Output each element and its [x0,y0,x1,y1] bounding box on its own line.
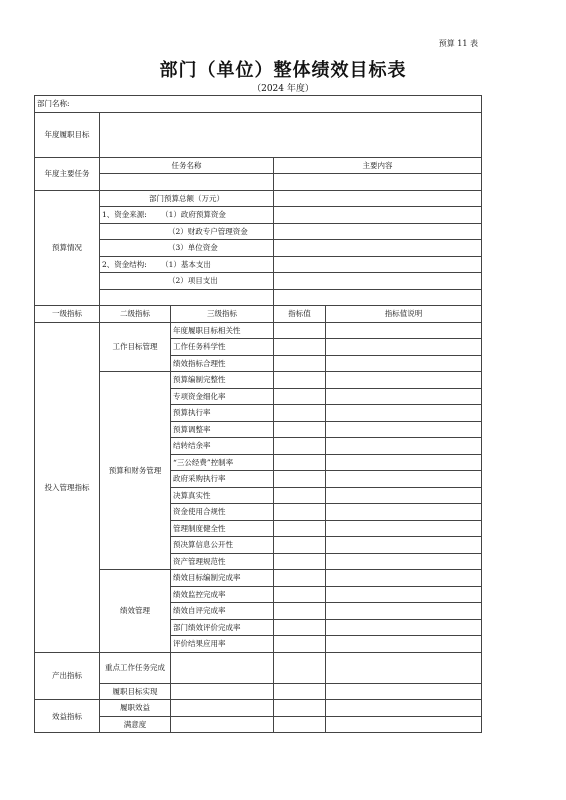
level1-input: 投入管理指标 [35,322,100,652]
level3-cell[interactable] [171,683,274,700]
note-cell[interactable] [326,454,482,471]
funding-source-label [100,207,274,224]
value-cell[interactable] [274,355,326,372]
dept-name-label: 部门名称: [35,96,482,113]
level3-item: 预决算信息公开性 [171,537,274,554]
indicator-row [35,570,482,587]
funding-structure-row [35,273,482,290]
value-cell[interactable] [274,388,326,405]
output-row [35,652,482,683]
header-value: 指标值 [274,306,326,323]
main-task-header-row [35,157,482,174]
level1-benefit: 效益指标 [35,700,100,733]
main-content-cell[interactable] [274,174,482,191]
output-row [35,683,482,700]
note-cell[interactable] [326,636,482,653]
value-cell[interactable] [274,700,326,717]
value-cell[interactable] [274,537,326,554]
funding-source-row [35,240,482,257]
output-item: 履职目标实现 [100,683,171,700]
task-name-cell[interactable] [100,174,274,191]
funding-structure-label [100,256,274,273]
value-cell[interactable] [274,421,326,438]
value-cell[interactable] [274,683,326,700]
level3-item: 管理制度健全性 [171,520,274,537]
note-cell[interactable] [326,438,482,455]
note-cell[interactable] [326,339,482,356]
budget-total-cell[interactable] [274,190,482,207]
note-cell[interactable] [326,372,482,389]
note-cell[interactable] [326,322,482,339]
level3-item: 资金使用合规性 [171,504,274,521]
budget-total-label: 部门预算总额（万元） [100,190,274,207]
funding-source-cell[interactable] [274,207,482,224]
note-cell[interactable] [326,520,482,537]
value-cell[interactable] [274,570,326,587]
level3-item: 专项资金细化率 [171,388,274,405]
note-cell[interactable] [326,716,482,733]
main-content-header: 主要内容 [274,157,482,174]
budget-blank-cell [100,289,274,306]
level3-item: “三公经费”控制率 [171,454,274,471]
indicator-row [35,372,482,389]
funding-structure-item: （2）项目支出 [100,273,274,290]
level3-item: 结转结余率 [171,438,274,455]
level3-item: 绩效监控完成率 [171,586,274,603]
funding-source-item: （3）单位资金 [100,240,274,257]
budget-total-row [35,190,482,207]
benefit-item: 履职效益 [100,700,171,717]
value-cell[interactable] [274,636,326,653]
value-cell[interactable] [274,553,326,570]
value-cell[interactable] [274,372,326,389]
level2-work-goal: 工作目标管理 [100,322,171,372]
header-value-note: 指标值说明 [326,306,482,323]
value-cell[interactable] [274,652,326,683]
level3-item: 资产管理规范性 [171,553,274,570]
note-cell[interactable] [326,537,482,554]
funding-source-cell[interactable] [274,240,482,257]
dept-row [35,96,482,113]
funding-structure-cell[interactable] [274,256,482,273]
value-cell[interactable] [274,454,326,471]
level3-cell[interactable] [171,716,274,733]
note-cell[interactable] [326,388,482,405]
level3-item: 决算真实性 [171,487,274,504]
value-cell[interactable] [274,405,326,422]
performance-goal-table [34,95,482,733]
budget-blank-value[interactable] [274,289,482,306]
value-cell[interactable] [274,322,326,339]
level3-item: 绩效指标合理性 [171,355,274,372]
note-cell[interactable] [326,487,482,504]
indicator-header-row [35,306,482,323]
level3-cell[interactable] [171,652,274,683]
value-cell[interactable] [274,619,326,636]
budget-blank-row [35,289,482,306]
level3-cell[interactable] [171,700,274,717]
main-task-label: 年度主要任务 [35,157,100,190]
funding-structure-item: （1）基本支出 [161,259,211,269]
benefit-row [35,716,482,733]
level3-item: 年度履职目标相关性 [171,322,274,339]
level2-performance: 绩效管理 [100,570,171,653]
funding-structure-row [35,256,482,273]
funding-structure-title: 2、资金结构: [102,259,147,269]
header-level3: 三级指标 [171,306,274,323]
funding-source-cell[interactable] [274,223,482,240]
level3-item: 预算调整率 [171,421,274,438]
note-cell[interactable] [326,471,482,488]
value-cell[interactable] [274,603,326,620]
output-item: 重点工作任务完成 [100,652,171,683]
level3-item: 工作任务科学性 [171,339,274,356]
note-cell[interactable] [326,405,482,422]
table-number: 预算 11 表 [438,39,478,48]
page-subtitle: （2024 年度） [252,84,314,94]
level3-item: 评价结果应用率 [171,636,274,653]
funding-source-row [35,223,482,240]
note-cell[interactable] [326,700,482,717]
level2-budget-finance: 预算和财务管理 [100,372,171,570]
header-level2: 二级指标 [100,306,171,323]
value-cell[interactable] [274,438,326,455]
value-cell[interactable] [274,471,326,488]
value-cell[interactable] [274,487,326,504]
main-task-row [35,174,482,191]
level3-item: 绩效目标编制完成率 [171,570,274,587]
note-cell[interactable] [326,553,482,570]
note-cell[interactable] [326,603,482,620]
funding-source-title: 1、资金来源: [102,210,147,220]
note-cell[interactable] [326,355,482,372]
note-cell[interactable] [326,504,482,521]
benefit-item: 满意度 [100,716,171,733]
page-title: 部门（单位）整体绩效目标表 [159,60,407,81]
level1-output: 产出指标 [35,652,100,700]
annual-goal-row [35,112,482,157]
note-cell[interactable] [326,652,482,683]
value-cell[interactable] [274,716,326,733]
value-cell[interactable] [274,504,326,521]
annual-goal-label: 年度履职目标 [35,112,100,157]
level3-item: 政府采购执行率 [171,471,274,488]
note-cell[interactable] [326,570,482,587]
funding-source-item: （1）政府预算资金 [161,210,226,220]
note-cell[interactable] [326,421,482,438]
header-level1: 一级指标 [35,306,100,323]
annual-goal-cell[interactable] [100,112,482,157]
level3-item: 部门绩效评价完成率 [171,619,274,636]
level3-item: 预算编制完整性 [171,372,274,389]
note-cell[interactable] [326,586,482,603]
task-name-header: 任务名称 [100,157,274,174]
value-cell[interactable] [274,520,326,537]
value-cell[interactable] [274,339,326,356]
value-cell[interactable] [274,586,326,603]
indicator-row [35,322,482,339]
benefit-row [35,700,482,717]
funding-source-row [35,207,482,224]
funding-structure-cell[interactable] [274,273,482,290]
level3-item: 预算执行率 [171,405,274,422]
note-cell[interactable] [326,683,482,700]
funding-source-item: （2）财政专户管理资金 [100,223,274,240]
level3-item: 绩效自评完成率 [171,603,274,620]
note-cell[interactable] [326,619,482,636]
budget-label: 预算情况 [35,190,100,306]
